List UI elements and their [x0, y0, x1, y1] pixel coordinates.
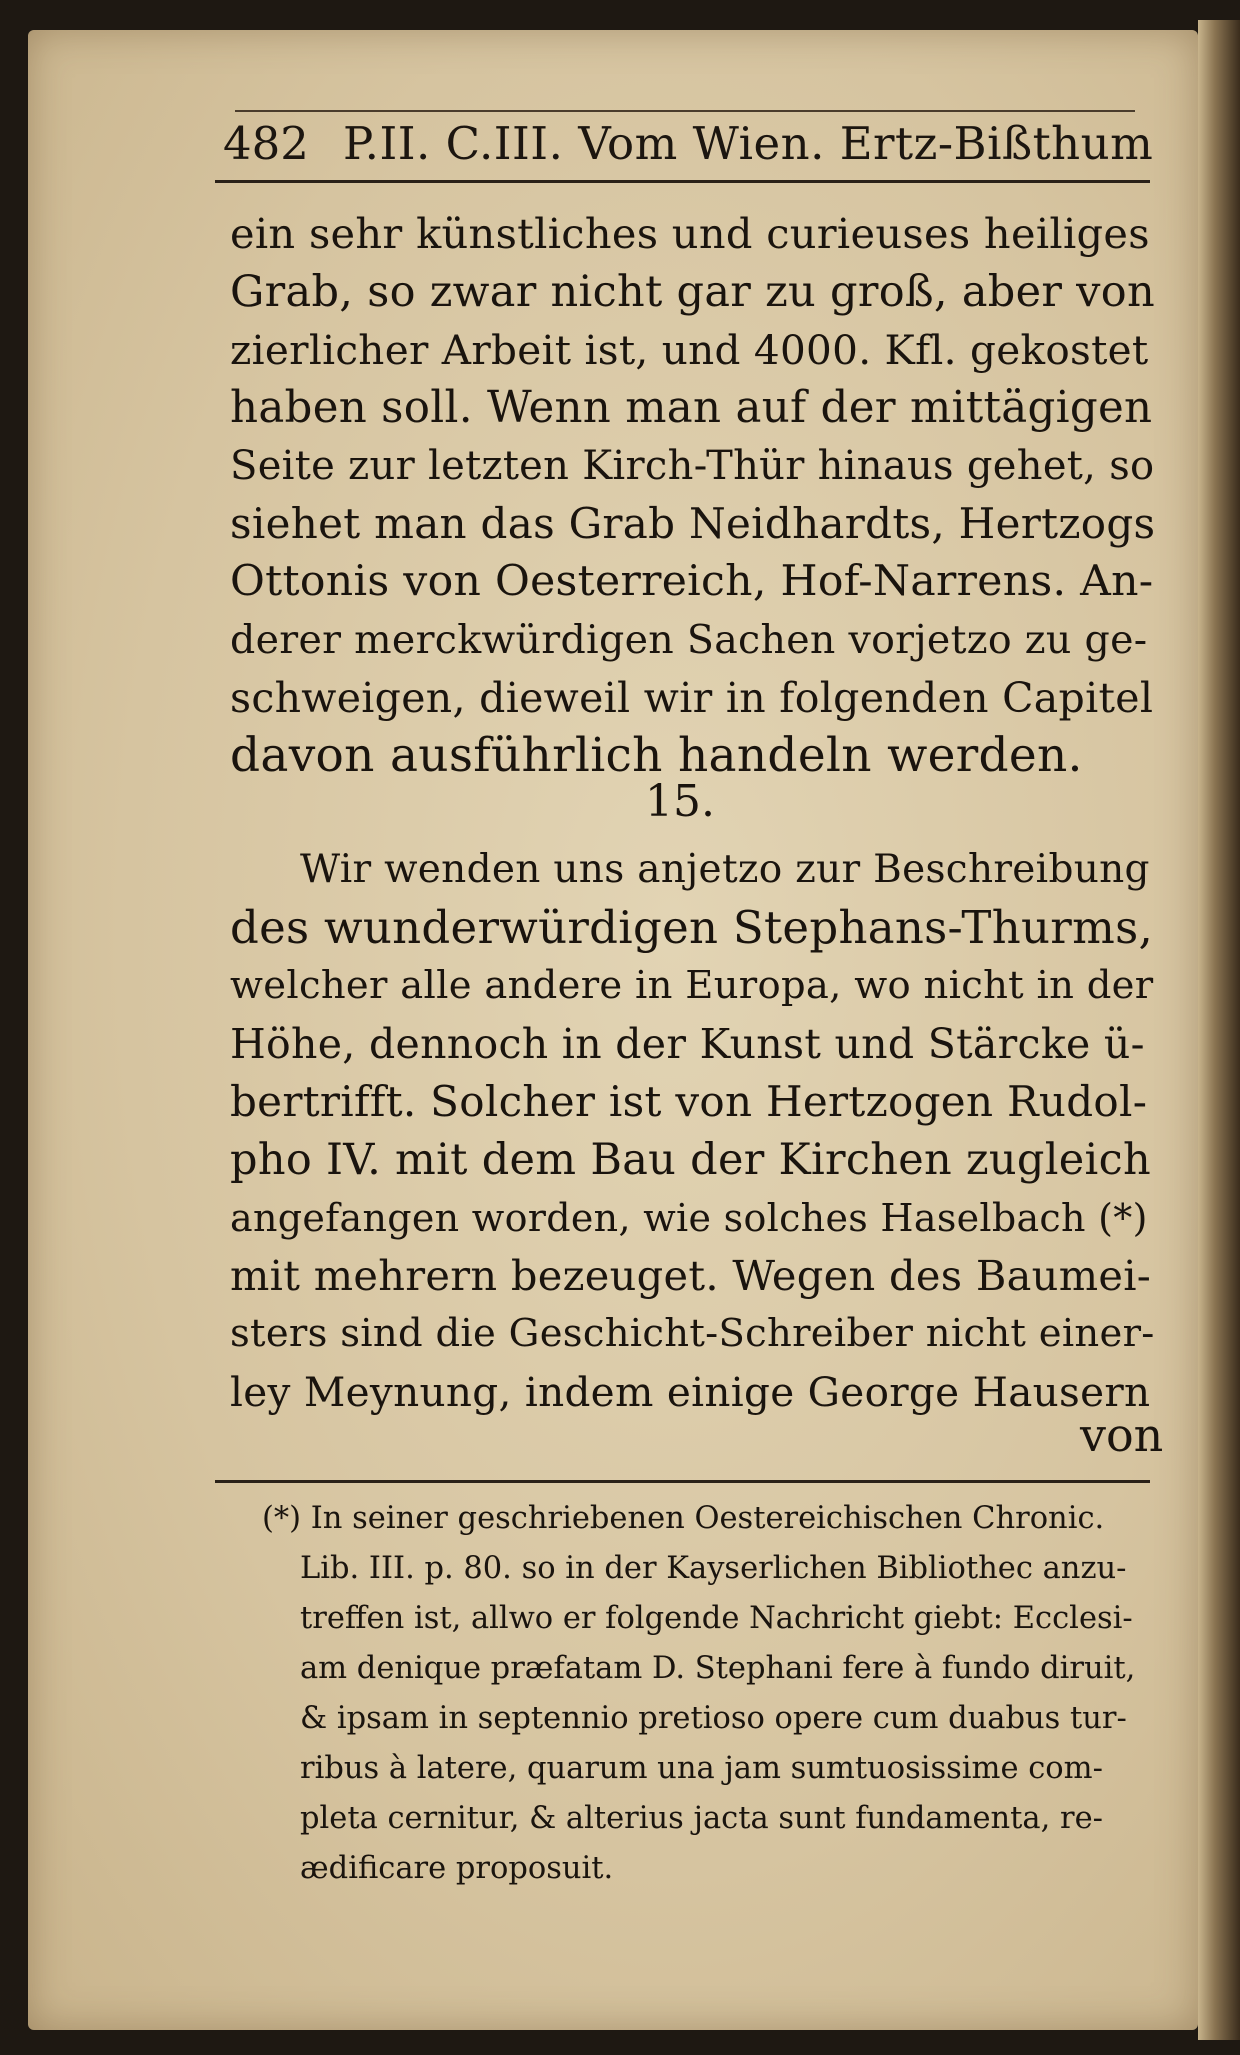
- footnote-line: & ipsam in septennio pretioso opere cum duabus tur-: [300, 1701, 1127, 1736]
- text-line: Wir wenden uns anjetzo zur Beschreibung: [300, 847, 1150, 892]
- text-line: schweigen, dieweil wir in folgenden Capitel: [230, 674, 1154, 722]
- text-line: ley Meynung, indem einige George Hausern: [230, 1368, 1151, 1416]
- text-line: sters sind die Geschicht-Schreiber nicht einer-: [230, 1311, 1155, 1356]
- text-line: Grab, so zwar nicht gar zu groß, aber von: [230, 267, 1155, 317]
- running-head: P.II. C.III. Vom Wien. Ertz-Bißthum: [343, 117, 1154, 170]
- page-number: 482: [223, 117, 309, 170]
- header-rule: [215, 180, 1150, 183]
- footnote-rule: [215, 1480, 1150, 1483]
- text-line: Ottonis von Oesterreich, Hof-Narrens. An-: [230, 557, 1154, 606]
- text-line: welcher alle andere in Europa, wo nicht in der: [230, 963, 1154, 1008]
- footnote-line: am denique præfatam D. Stephani fere à fundo diruit,: [300, 1651, 1136, 1686]
- text-line: siehet man das Grab Neidhardts, Hertzogs: [230, 499, 1156, 548]
- text-line: zierlicher Arbeit ist, und 4000. Kfl. gekostet: [230, 326, 1149, 374]
- section-number: 15.: [645, 776, 715, 827]
- text-line: mit mehrern bezeuget. Wegen des Baumei-: [230, 1251, 1152, 1300]
- text-line: des wunderwürdigen Stephans-Thurms,: [230, 901, 1154, 954]
- text-line: pho IV. mit dem Bau der Kirchen zugleich: [230, 1135, 1151, 1185]
- text-line: angefangen worden, wie solches Haselbach (*): [230, 1196, 1148, 1240]
- text-line: Höhe, dennoch in der Kunst und Stärcke ü-: [230, 1020, 1145, 1068]
- footnote-line: pleta cernitur, & alterius jacta sunt fundamenta, re-: [300, 1801, 1103, 1836]
- page-header: [205, 108, 1155, 180]
- footnote-line: treffen ist, allwo er folgende Nachricht giebt: Ecclesi-: [300, 1601, 1133, 1636]
- footnote-line: ribus à latere, quarum una jam sumtuosissime com-: [300, 1751, 1103, 1786]
- text-line: Seite zur letzten Kirch-Thür hinaus gehet, so: [230, 443, 1155, 489]
- text-line: derer merckwürdigen Sachen vorjetzo zu ge-: [230, 617, 1148, 663]
- catchword: von: [1080, 1408, 1164, 1462]
- footnote-line: ædificare proposuit.: [300, 1851, 614, 1886]
- footnote-line: Lib. III. p. 80. so in der Kayserlichen Bibliothec anzu-: [300, 1551, 1127, 1586]
- book-spine-edge: [1198, 20, 1240, 2040]
- text-line: haben soll. Wenn man auf der mittägigen: [230, 383, 1153, 433]
- text-line: ein sehr künstliches und curieuses heiliges: [230, 209, 1150, 258]
- text-line: davon ausführlich handeln werden.: [230, 728, 1083, 783]
- text-line: bertrifft. Solcher ist von Hertzogen Rudol-: [230, 1077, 1148, 1126]
- footnote-line: (*) In seiner geschriebenen Oestereichischen Chronic.: [262, 1501, 1105, 1536]
